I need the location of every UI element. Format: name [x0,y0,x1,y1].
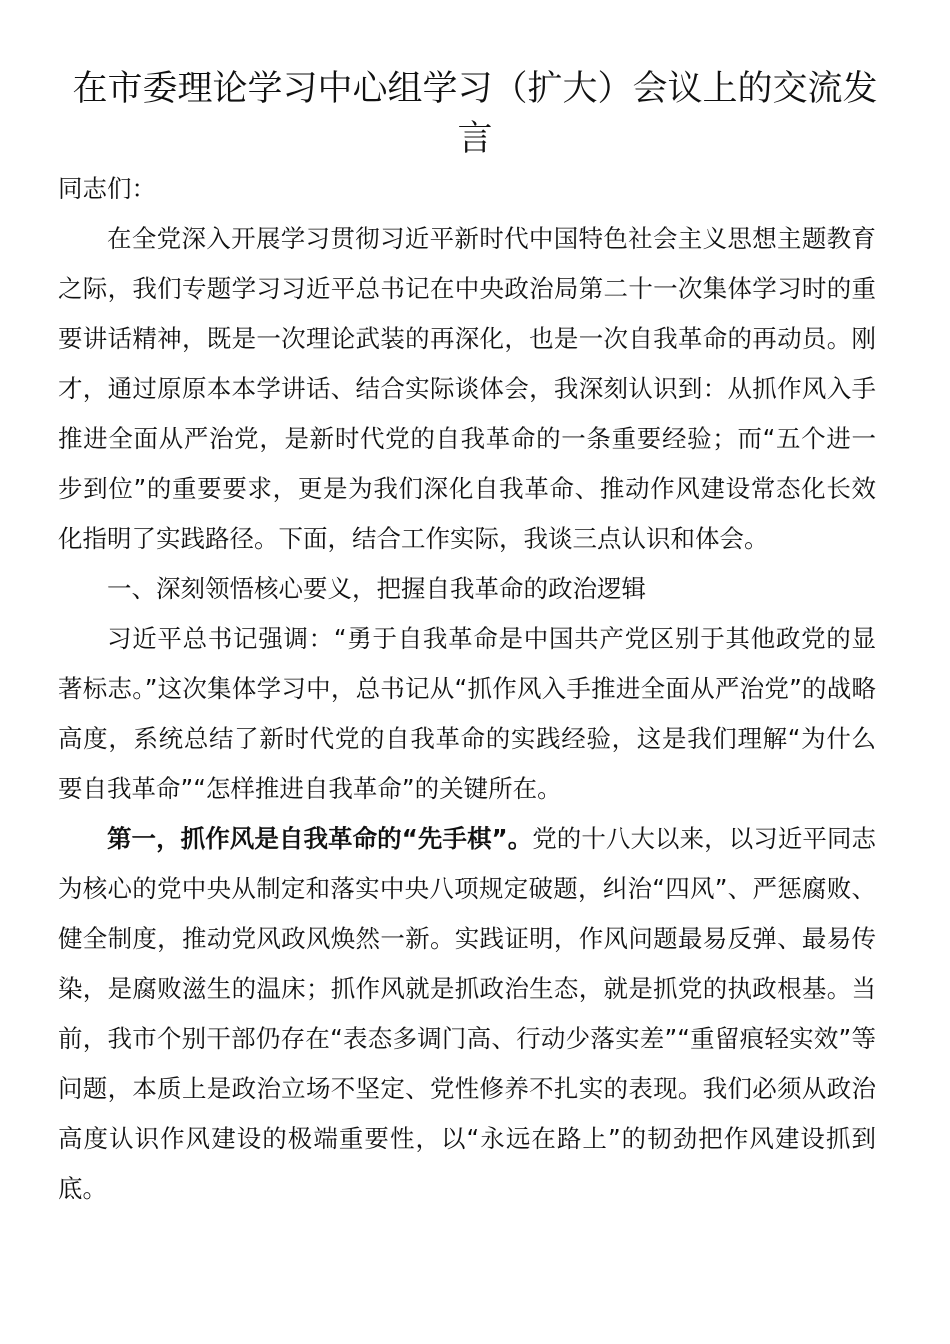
point-1-text: 党的十八大以来，以习近平同志为核心的党中央从制定和落实中央八项规定破题，纠治“四风”、严惩腐败、健全制度，推动党风政风焕然一新。实践证明，作风问题最易反弹、最易传染，是腐败滋生的温床；抓作风就是抓政治生态，就是抓党的执政根基。当前，我市个别干部仍存在“表态多调门高、行动少落实差”“重留痕轻实效”等问题，本质上是政治立场不坚定、党性修养不扎实的表现。我们必须从政治高度认识作风建设的极端重要性，以“永远在路上”的韧劲把作风建设抓到底。 [58,824,877,1203]
point-1-lead: 第一，抓作风是自我革命的“先手棋”。 [107,824,533,853]
salutation: 同志们： [58,174,156,203]
document-body [58,164,876,1214]
section-heading-1: 一、深刻领悟核心要义，把握自我革命的政治逻辑 [107,574,646,603]
paragraph-point-1 [58,814,876,1214]
paragraph-section-1-intro: 习近平总书记强调：“勇于自我革命是中国共产党区别于其他政党的显著标志。”这次集体学习中，总书记从“抓作风入手推进全面从严治党”的战略高度，系统总结了新时代党的自我革命的实践经验，这是我们理解“为什么要自我革命”“怎样推进自我革命”的关键所在。 [58,624,876,803]
document-title: 在市委理论学习中心组学习（扩大）会议上的交流发言 [72,69,878,159]
paragraph-intro: 在全党深入开展学习贯彻习近平新时代中国特色社会主义思想主题教育之际，我们专题学习习近平总书记在中央政治局第二十一次集体学习时的重要讲话精神，既是一次理论武装的再深化，也是一次自我革命的再动员。刚才，通过原原本本学讲话、结合实际谈体会，我深刻认识到：从抓作风入手推进全面从严治党，是新时代党的自我革命的一条重要经验；而“五个进一步到位”的重要要求，更是为我们深化自我革命、推动作风建设常态化长效化指明了实践路径。下面，结合工作实际，我谈三点认识和体会。 [58,224,876,553]
